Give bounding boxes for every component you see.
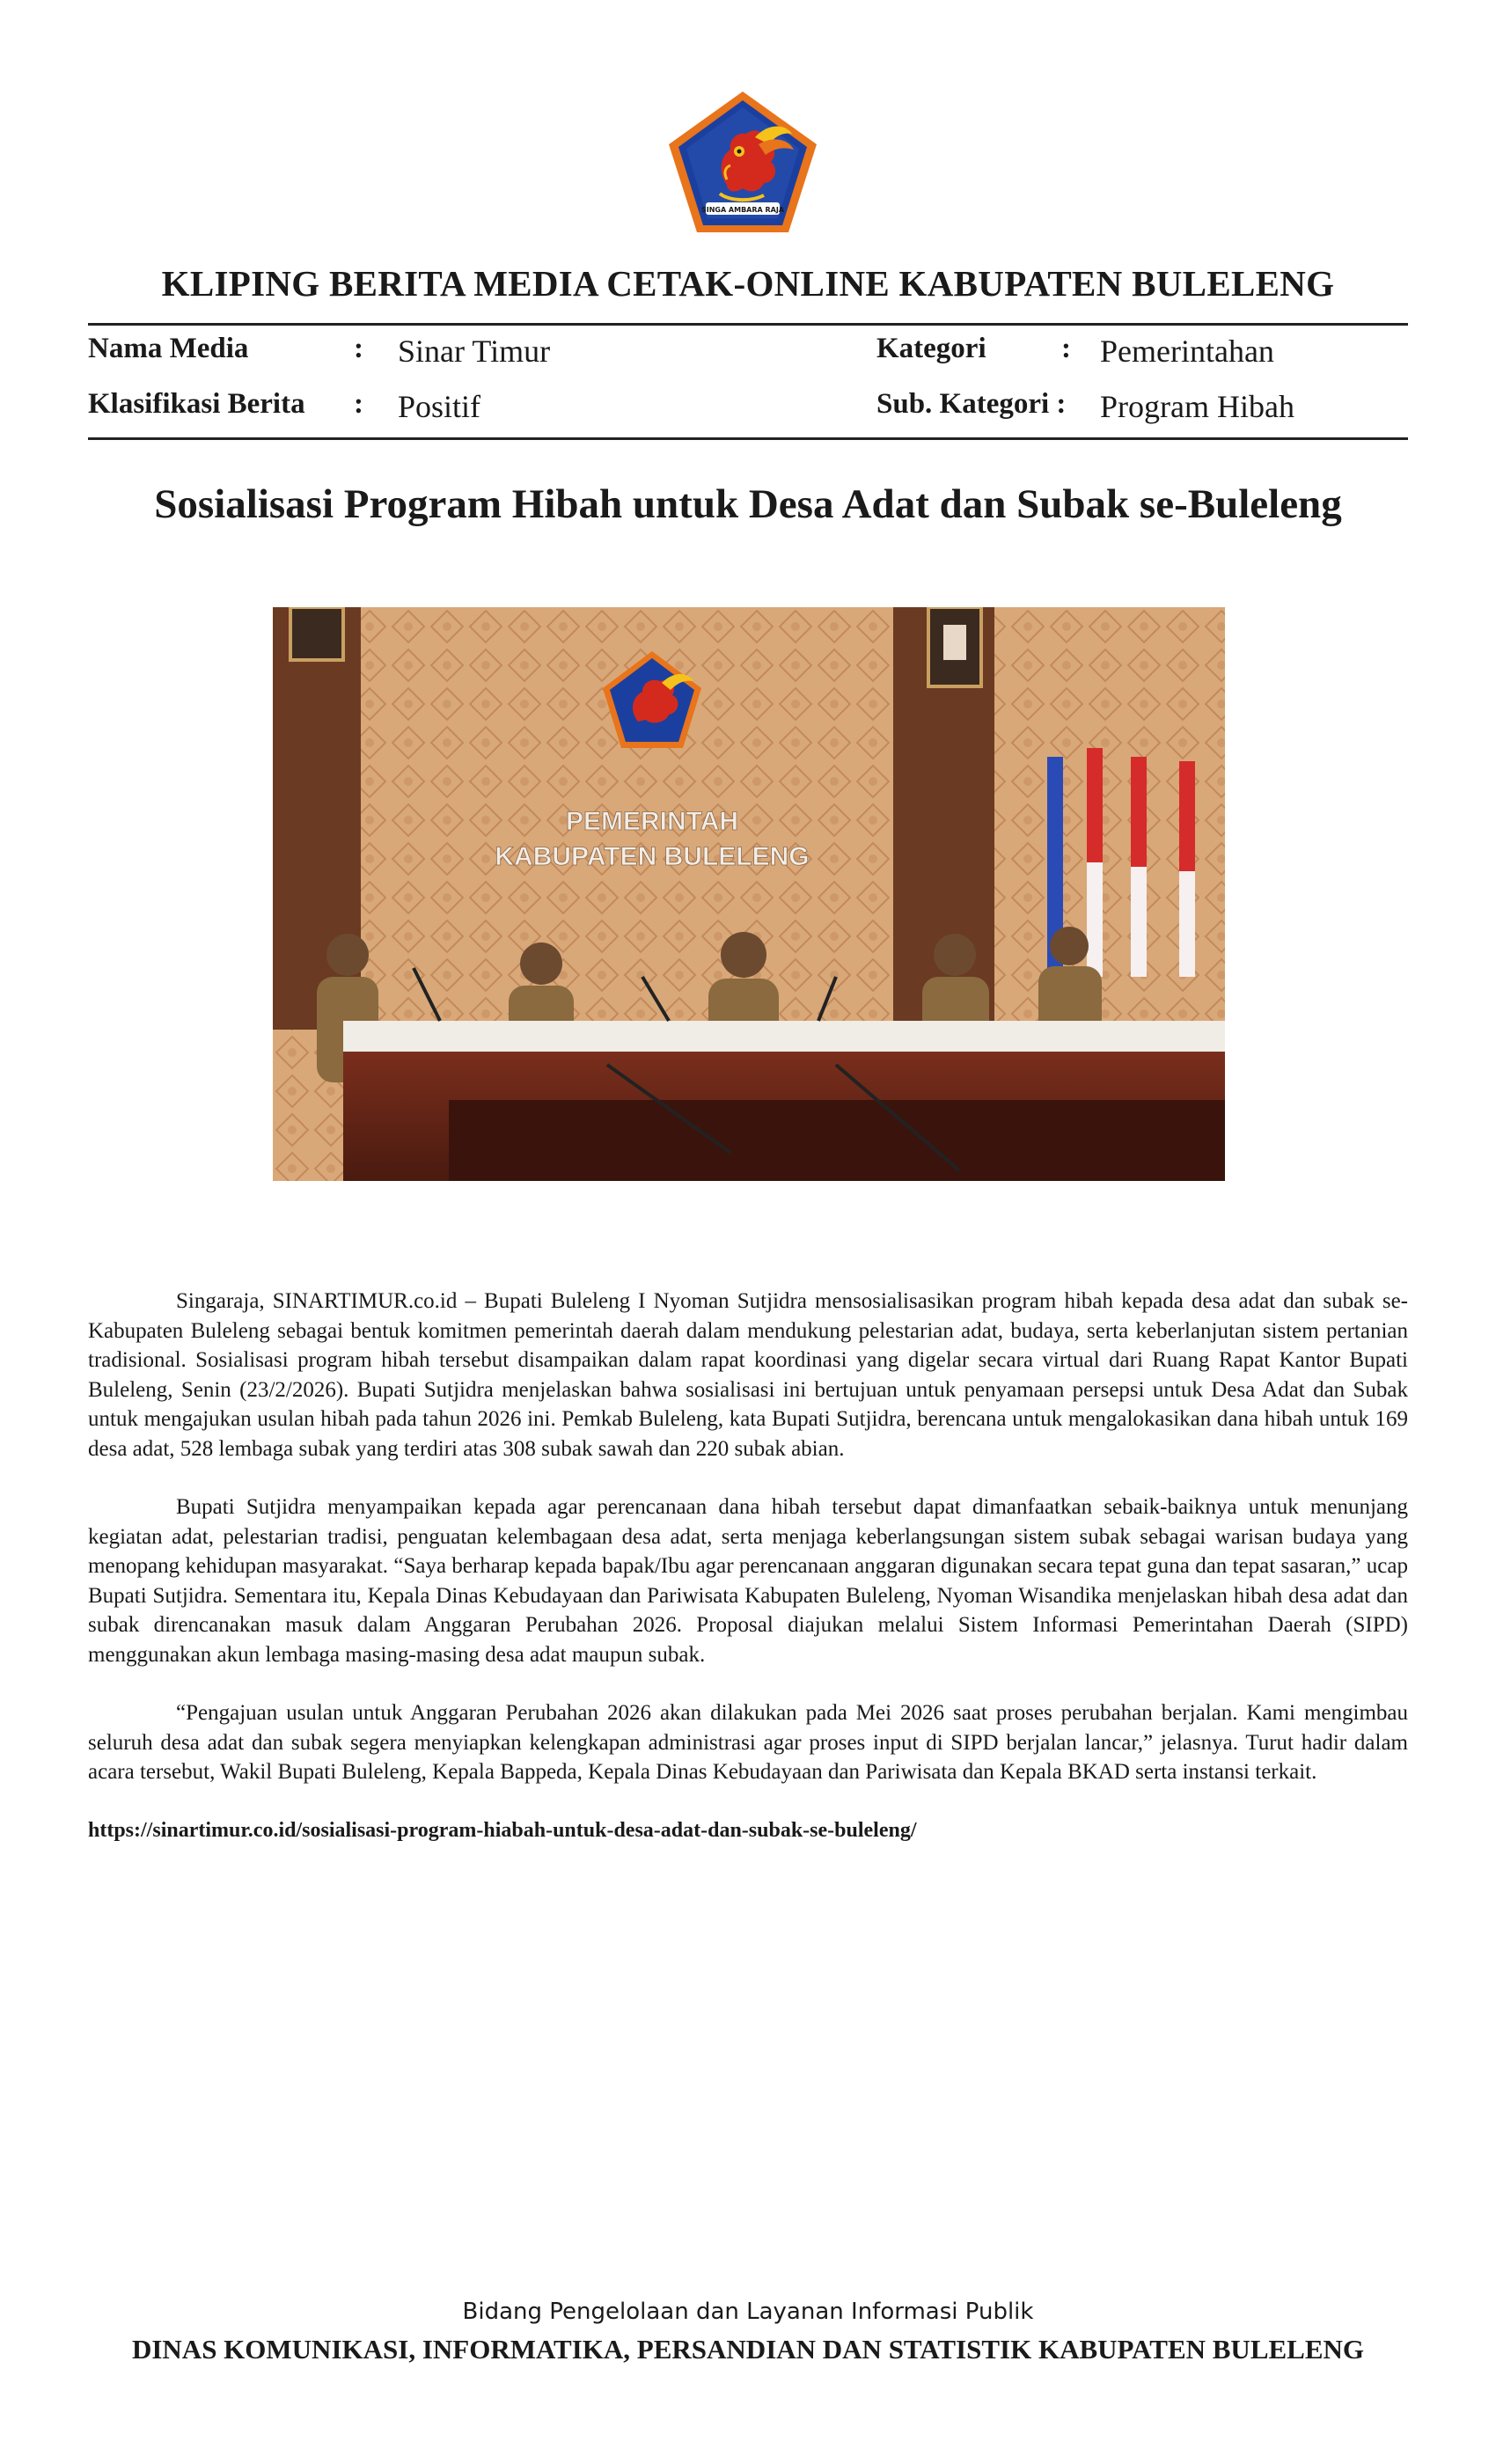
- kategori-colon: :: [1061, 333, 1071, 364]
- footer-division: Bidang Pengelolaan dan Layanan Informasi Publik: [462, 2299, 1034, 2325]
- regency-crest-logo: [665, 88, 820, 236]
- media-colon: :: [354, 333, 363, 364]
- article-body: [88, 1287, 1408, 1874]
- source-link[interactable]: https://sinartimur.co.id/sosialisasi-program-hiabah-untuk-desa-adat-dan-subak-se-buleleng/: [88, 1818, 917, 1842]
- klasifikasi-label: Klasifikasi Berita: [88, 388, 305, 420]
- sub-kategori-label: Sub. Kategori :: [876, 388, 1067, 420]
- header-divider-bottom: [88, 437, 1408, 440]
- article-paragraph-2: Bupati Sutjidra menyampaikan kepada agar perencanaan dana hibah tersebut dapat dimanfaatkan sebaik-baiknya untuk menunjang kegiatan adat, pelestarian tradisi, penguatan kelembagaan desa adat, serta menjaga keberlangsungan sistem subak sebagai warisan budaya yang menopang kehidupan masyarakat. “Saya berharap kepada bapak/Ibu agar perencanaan anggaran digunakan secara tepat guna dan tepat sasaran,” ucap Bupati Sutjidra. Sementara itu, Kepala Dinas Kebudayaan dan Pariwisata Kabupaten Buleleng, Nyoman Wisandika menjelaskan hibah desa adat dan subak direncanakan masuk dalam Anggaran Perubahan 2026. Proposal diajukan melalui Sistem Informasi Pemerintahan Daerah (SIPD) menggunakan akun lembaga masing-masing desa adat maupun subak.: [88, 1495, 1408, 1667]
- wall-text-line1: PEMERINTAH: [565, 807, 739, 836]
- media-value: Sinar Timur: [398, 334, 551, 369]
- kategori-label: Kategori: [876, 333, 986, 364]
- media-label: Nama Media: [88, 333, 249, 364]
- header-divider-top: [88, 323, 1408, 326]
- kategori-value: Pemerintahan: [1100, 334, 1274, 369]
- article-headline: Sosialisasi Program Hibah untuk Desa Adat dan Subak se-Buleleng: [154, 481, 1342, 527]
- crest-caption: SINGA AMBARA RAJA: [700, 206, 785, 214]
- page-title: KLIPING BERITA MEDIA CETAK-ONLINE KABUPATEN BULELENG: [161, 263, 1335, 304]
- article-paragraph-3: “Pengajuan usulan untuk Anggaran Perubahan 2026 akan dilakukan pada Mei 2026 saat proses perubahan berjalan. Kami mengimbau seluruh desa adat dan subak segera menyiapkan kelengkapan administrasi agar proses input di SIPD berjalan lancar,” jelasnya. Turut hadir dalam acara tersebut, Wakil Bupati Buleleng, Kepala Bappeda, Kepala Dinas Kebudayaan dan Pariwisata dan Kepala BKAD serta instansi terkait.: [88, 1701, 1408, 1784]
- klasifikasi-colon: :: [354, 388, 363, 420]
- klasifikasi-value: Positif: [398, 389, 481, 424]
- meeting-room-photo: [273, 607, 1225, 1181]
- sub-kategori-value: Program Hibah: [1100, 389, 1294, 424]
- article-paragraph-1: Singaraja, SINARTIMUR.co.id – Bupati Buleleng I Nyoman Sutjidra mensosialisasikan program hibah kepada desa adat dan subak se-Kabupaten Buleleng sebagai bentuk komitmen pemerintah daerah dalam mendukung pelestarian adat, budaya, serta keberlanjutan sistem pertanian tradisional. Sosialisasi program hibah tersebut disampaikan dalam rapat koordinasi yang digelar secara virtual dari Ruang Rapat Kantor Bupati Buleleng, Senin (23/2/2026). Bupati Sutjidra menjelaskan bahwa sosialisasi ini bertujuan untuk penyamaan persepsi untuk Desa Adat dan Subak untuk mengajukan usulan hibah pada tahun 2026 ini. Pemkab Buleleng, kata Bupati Sutjidra, berencana untuk mengalokasikan dana hibah untuk 169 desa adat, 528 lembaga subak yang terdiri atas 308 subak sawah dan 220 subak abian.: [88, 1289, 1408, 1461]
- wall-text-line2: KABUPATEN BULELENG: [495, 842, 810, 871]
- footer-agency: DINAS KOMUNIKASI, INFORMATIKA, PERSANDIAN DAN STATISTIK KABUPATEN BULELENG: [131, 2334, 1365, 2365]
